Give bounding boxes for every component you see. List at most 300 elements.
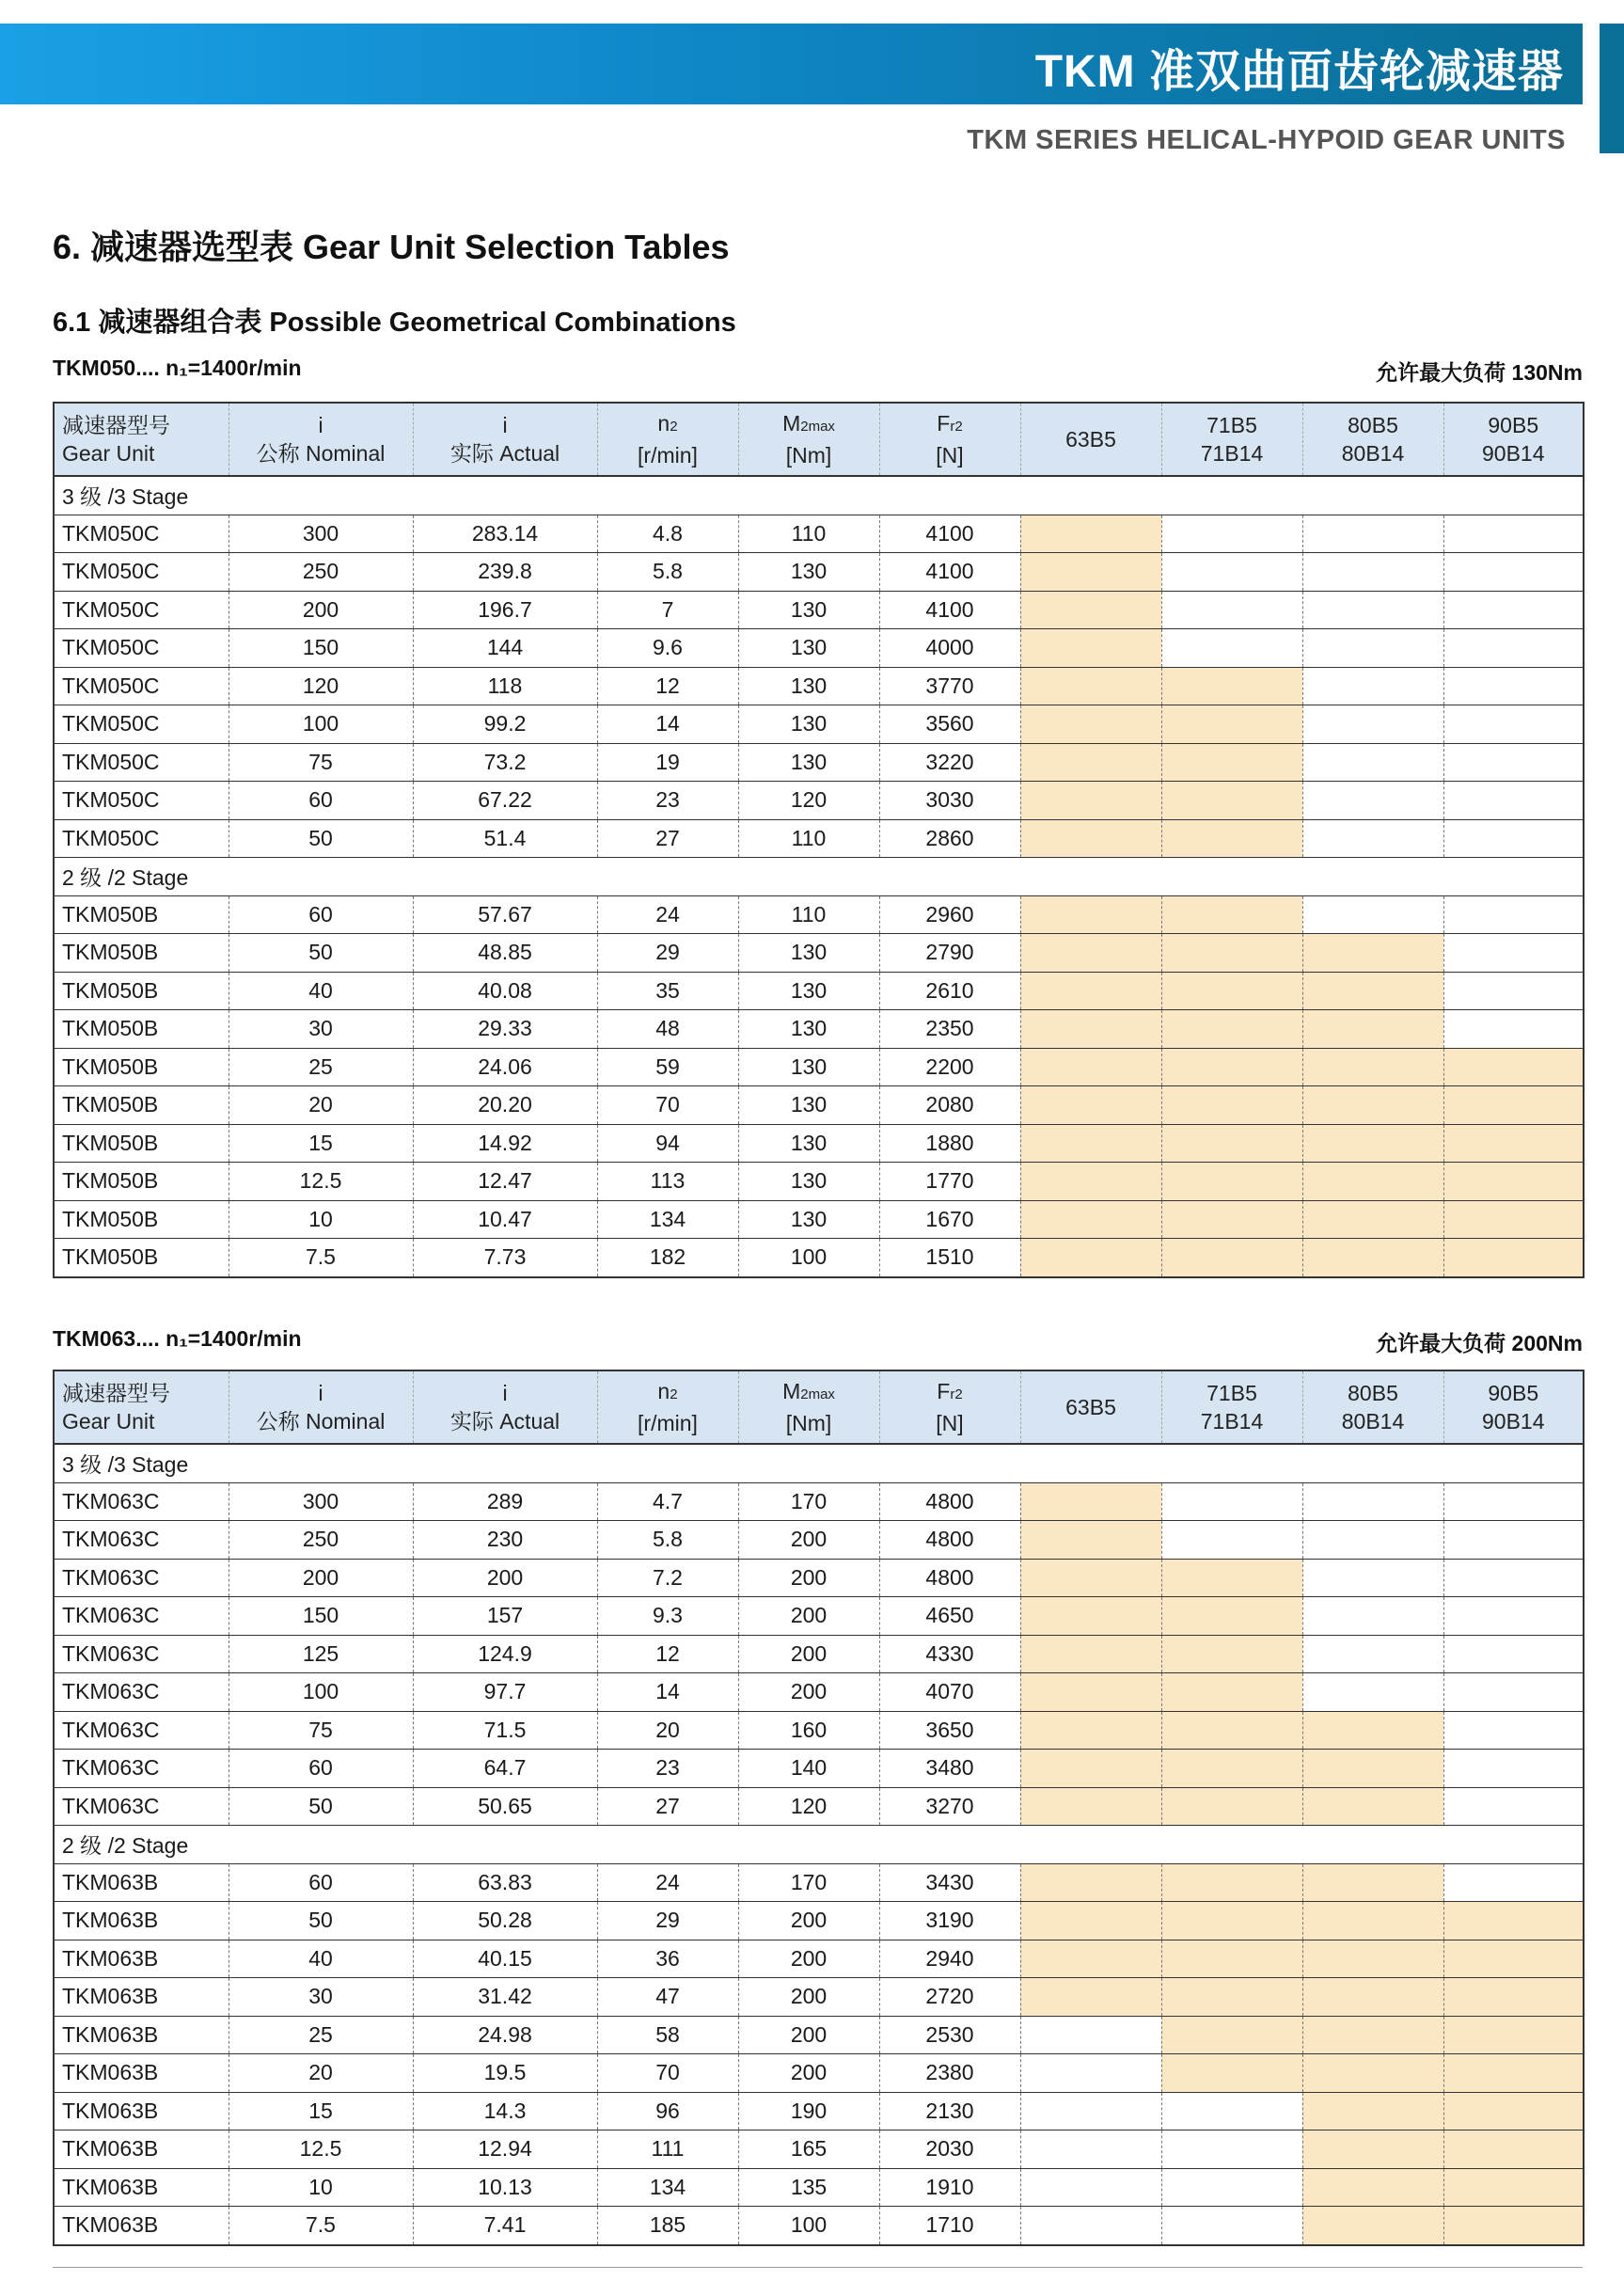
motor-empty-cell xyxy=(1443,934,1584,973)
gear-unit-cell: TKM063C xyxy=(54,1635,229,1673)
stage-label: 2 级 /2 Stage xyxy=(54,1826,1584,1864)
motor-available-cell xyxy=(1161,743,1302,782)
i-nominal-cell: 75 xyxy=(229,1711,413,1750)
motor-available-cell xyxy=(1302,1750,1443,1788)
table-row xyxy=(54,629,1584,668)
motor-empty-cell xyxy=(1161,2168,1302,2207)
motor-available-cell xyxy=(1161,1940,1302,1978)
col-m2max: M2max [Nm] xyxy=(738,1370,879,1444)
n2-cell: 9.3 xyxy=(597,1597,738,1636)
i-actual-cell: 14.92 xyxy=(413,1124,597,1163)
m2max-cell: 170 xyxy=(738,1482,879,1521)
fr2-cell: 2030 xyxy=(879,2131,1020,2169)
col-motor-63b5: 63B5 xyxy=(1020,403,1161,476)
i-actual-cell: 97.7 xyxy=(413,1673,597,1712)
m2max-cell: 165 xyxy=(738,2131,879,2169)
col-i-actual: i 实际 Actual xyxy=(413,1370,597,1444)
fr2-cell: 2940 xyxy=(879,1940,1020,1978)
motor-empty-cell xyxy=(1020,2016,1161,2054)
motor-empty-cell xyxy=(1302,743,1443,782)
gear-unit-cell: TKM050C xyxy=(54,667,229,705)
fr2-cell: 4330 xyxy=(879,1635,1020,1673)
motor-available-cell xyxy=(1020,591,1161,629)
gear-unit-cell: TKM063C xyxy=(54,1559,229,1597)
n2-cell: 47 xyxy=(597,1978,738,2017)
motor-available-cell xyxy=(1161,819,1302,858)
i-actual-cell: 10.13 xyxy=(413,2168,597,2207)
table-row xyxy=(54,1711,1584,1750)
i-actual-cell: 14.3 xyxy=(413,2092,597,2131)
gear-unit-cell: TKM050B xyxy=(54,1124,229,1163)
n2-cell: 19 xyxy=(597,743,738,782)
m2max-cell: 120 xyxy=(738,1787,879,1826)
motor-available-cell xyxy=(1020,819,1161,858)
section-title: 6. 减速器选型表 Gear Unit Selection Tables xyxy=(53,228,730,266)
i-actual-cell: 157 xyxy=(413,1597,597,1636)
motor-available-cell xyxy=(1302,1978,1443,2017)
n2-cell: 7.2 xyxy=(597,1559,738,1597)
stage-row xyxy=(54,858,1584,896)
motor-available-cell xyxy=(1302,1086,1443,1125)
stage-row xyxy=(54,1826,1584,1864)
n2-cell: 70 xyxy=(597,1086,738,1125)
n2-cell: 4.7 xyxy=(597,1482,738,1521)
gear-unit-cell: TKM050C xyxy=(54,705,229,744)
gear-unit-cell: TKM050B xyxy=(54,1048,229,1086)
fr2-cell: 2610 xyxy=(879,972,1020,1010)
fr2-cell: 3030 xyxy=(879,782,1020,820)
col-motor-90: 90B5 90B14 xyxy=(1443,403,1584,476)
n2-cell: 12 xyxy=(597,667,738,705)
i-nominal-cell: 50 xyxy=(229,1902,413,1940)
gear-unit-cell: TKM063B xyxy=(54,1902,229,1940)
m2max-cell: 190 xyxy=(738,2092,879,2131)
fr2-cell: 2130 xyxy=(879,2092,1020,2131)
i-actual-cell: 118 xyxy=(413,667,597,705)
i-nominal-cell: 300 xyxy=(229,515,413,553)
m2max-cell: 200 xyxy=(738,1940,879,1978)
footer-divider xyxy=(53,2267,1583,2268)
motor-available-cell xyxy=(1020,1086,1161,1125)
fr2-cell: 1510 xyxy=(879,1239,1020,1277)
motor-empty-cell xyxy=(1161,2092,1302,2131)
motor-available-cell xyxy=(1302,2054,1443,2093)
motor-available-cell xyxy=(1302,2131,1443,2169)
col-motor-80: 80B5 80B14 xyxy=(1302,1370,1443,1444)
n2-cell: 5.8 xyxy=(597,1521,738,1560)
motor-available-cell xyxy=(1020,1200,1161,1239)
table-row xyxy=(54,1597,1584,1636)
motor-empty-cell xyxy=(1161,1521,1302,1560)
i-actual-cell: 40.08 xyxy=(413,972,597,1010)
motor-available-cell xyxy=(1020,1863,1161,1902)
motor-available-cell xyxy=(1302,972,1443,1010)
motor-empty-cell xyxy=(1443,743,1584,782)
fr2-cell: 3650 xyxy=(879,1711,1020,1750)
i-actual-cell: 24.06 xyxy=(413,1048,597,1086)
motor-empty-cell xyxy=(1161,629,1302,668)
col-n2: n2 [r/min] xyxy=(597,1370,738,1444)
fr2-cell: 4100 xyxy=(879,515,1020,553)
gear-unit-cell: TKM050C xyxy=(54,629,229,668)
gear-unit-cell: TKM063C xyxy=(54,1673,229,1712)
motor-empty-cell xyxy=(1020,2092,1161,2131)
motor-available-cell xyxy=(1020,1597,1161,1636)
i-nominal-cell: 60 xyxy=(229,1750,413,1788)
motor-available-cell xyxy=(1161,934,1302,973)
motor-available-cell xyxy=(1161,1750,1302,1788)
motor-available-cell xyxy=(1302,1239,1443,1277)
table-row xyxy=(54,1978,1584,2017)
fr2-cell: 3270 xyxy=(879,1787,1020,1826)
fr2-cell: 1670 xyxy=(879,1200,1020,1239)
i-nominal-cell: 20 xyxy=(229,1086,413,1125)
i-actual-cell: 67.22 xyxy=(413,782,597,820)
i-nominal-cell: 200 xyxy=(229,1559,413,1597)
motor-empty-cell xyxy=(1443,895,1584,934)
table-row xyxy=(54,743,1584,782)
gear-unit-cell: TKM063B xyxy=(54,2092,229,2131)
n2-cell: 20 xyxy=(597,1711,738,1750)
gear-unit-cell: TKM050C xyxy=(54,743,229,782)
n2-cell: 58 xyxy=(597,2016,738,2054)
i-nominal-cell: 300 xyxy=(229,1482,413,1521)
table-row xyxy=(54,2207,1584,2245)
table1-max-load-label: 允许最大负荷 130Nm xyxy=(1376,360,1583,385)
fr2-cell: 3430 xyxy=(879,1863,1020,1902)
motor-available-cell xyxy=(1161,1124,1302,1163)
col-n2: n2 [r/min] xyxy=(597,403,738,476)
motor-empty-cell xyxy=(1443,1673,1584,1712)
i-actual-cell: 31.42 xyxy=(413,1978,597,2017)
i-actual-cell: 63.83 xyxy=(413,1863,597,1902)
table-row xyxy=(54,934,1584,973)
fr2-cell: 4650 xyxy=(879,1597,1020,1636)
gear-unit-cell: TKM050B xyxy=(54,1163,229,1201)
fr2-cell: 4800 xyxy=(879,1559,1020,1597)
m2max-cell: 200 xyxy=(738,1978,879,2017)
fr2-cell: 4070 xyxy=(879,1673,1020,1712)
m2max-cell: 130 xyxy=(738,743,879,782)
m2max-cell: 110 xyxy=(738,515,879,553)
motor-available-cell xyxy=(1020,1163,1161,1201)
motor-empty-cell xyxy=(1443,972,1584,1010)
selection-table-tkm050 xyxy=(53,402,1585,1278)
n2-cell: 14 xyxy=(597,705,738,744)
motor-available-cell xyxy=(1161,2016,1302,2054)
i-actual-cell: 196.7 xyxy=(413,591,597,629)
m2max-cell: 130 xyxy=(738,553,879,592)
m2max-cell: 130 xyxy=(738,667,879,705)
i-nominal-cell: 50 xyxy=(229,1787,413,1826)
table2-speed-label: TKM063.... n₁=1400r/min xyxy=(53,1326,302,1351)
table-row xyxy=(54,2054,1584,2093)
motor-available-cell xyxy=(1302,1124,1443,1163)
n2-cell: 48 xyxy=(597,1010,738,1049)
m2max-cell: 130 xyxy=(738,1163,879,1201)
i-nominal-cell: 100 xyxy=(229,705,413,744)
stage-label: 3 级 /3 Stage xyxy=(54,1444,1584,1482)
motor-available-cell xyxy=(1020,1521,1161,1560)
m2max-cell: 130 xyxy=(738,1200,879,1239)
motor-available-cell xyxy=(1161,2054,1302,2093)
table-row xyxy=(54,1482,1584,1521)
fr2-cell: 4800 xyxy=(879,1521,1020,1560)
n2-cell: 24 xyxy=(597,895,738,934)
i-nominal-cell: 150 xyxy=(229,629,413,668)
motor-empty-cell xyxy=(1443,1787,1584,1826)
motor-available-cell xyxy=(1020,1978,1161,2017)
table-row xyxy=(54,1559,1584,1597)
col-i-actual: i 实际 Actual xyxy=(413,403,597,476)
motor-available-cell xyxy=(1302,1010,1443,1049)
n2-cell: 23 xyxy=(597,1750,738,1788)
m2max-cell: 200 xyxy=(738,1902,879,1940)
gear-unit-cell: TKM050B xyxy=(54,895,229,934)
motor-available-cell xyxy=(1161,1711,1302,1750)
i-nominal-cell: 40 xyxy=(229,972,413,1010)
i-nominal-cell: 250 xyxy=(229,553,413,592)
motor-empty-cell xyxy=(1302,782,1443,820)
fr2-cell: 4100 xyxy=(879,591,1020,629)
motor-available-cell xyxy=(1161,1048,1302,1086)
side-tab xyxy=(1600,24,1624,153)
motor-empty-cell xyxy=(1443,1521,1584,1560)
motor-available-cell xyxy=(1302,1163,1443,1201)
i-nominal-cell: 100 xyxy=(229,1673,413,1712)
col-fr2: Fr2 [N] xyxy=(879,1370,1020,1444)
i-nominal-cell: 15 xyxy=(229,1124,413,1163)
n2-cell: 29 xyxy=(597,1902,738,1940)
motor-available-cell xyxy=(1161,1978,1302,2017)
motor-available-cell xyxy=(1443,1163,1584,1201)
motor-available-cell xyxy=(1161,705,1302,744)
col-fr2: Fr2 [N] xyxy=(879,403,1020,476)
i-nominal-cell: 120 xyxy=(229,667,413,705)
n2-cell: 111 xyxy=(597,2131,738,2169)
motor-empty-cell xyxy=(1302,1482,1443,1521)
i-nominal-cell: 50 xyxy=(229,819,413,858)
i-nominal-cell: 25 xyxy=(229,1048,413,1086)
motor-available-cell xyxy=(1020,1010,1161,1049)
stage-label: 2 级 /2 Stage xyxy=(54,858,1584,896)
n2-cell: 27 xyxy=(597,1787,738,1826)
motor-available-cell xyxy=(1161,1010,1302,1049)
i-nominal-cell: 20 xyxy=(229,2054,413,2093)
motor-available-cell xyxy=(1020,1239,1161,1277)
i-actual-cell: 7.41 xyxy=(413,2207,597,2245)
col-motor-80: 80B5 80B14 xyxy=(1302,403,1443,476)
table-row xyxy=(54,2016,1584,2054)
table-row xyxy=(54,1010,1584,1049)
selection-table-tkm063 xyxy=(53,1370,1585,2246)
gear-unit-cell: TKM063C xyxy=(54,1521,229,1560)
motor-empty-cell xyxy=(1302,1635,1443,1673)
motor-available-cell xyxy=(1443,1902,1584,1940)
i-nominal-cell: 30 xyxy=(229,1978,413,2017)
col-motor-63b5: 63B5 xyxy=(1020,1370,1161,1444)
stage-row xyxy=(54,1444,1584,1482)
col-motor-71: 71B5 71B14 xyxy=(1161,403,1302,476)
n2-cell: 24 xyxy=(597,1863,738,1902)
motor-available-cell xyxy=(1161,667,1302,705)
i-actual-cell: 10.47 xyxy=(413,1200,597,1239)
i-nominal-cell: 10 xyxy=(229,1200,413,1239)
motor-available-cell xyxy=(1161,1200,1302,1239)
motor-empty-cell xyxy=(1302,629,1443,668)
i-actual-cell: 230 xyxy=(413,1521,597,1560)
gear-unit-cell: TKM050C xyxy=(54,591,229,629)
m2max-cell: 140 xyxy=(738,1750,879,1788)
i-nominal-cell: 12.5 xyxy=(229,1163,413,1201)
i-actual-cell: 12.47 xyxy=(413,1163,597,1201)
motor-empty-cell xyxy=(1302,1521,1443,1560)
motor-available-cell xyxy=(1020,1750,1161,1788)
i-actual-cell: 57.67 xyxy=(413,895,597,934)
motor-available-cell xyxy=(1020,667,1161,705)
gear-unit-cell: TKM063B xyxy=(54,2016,229,2054)
table-row xyxy=(54,1902,1584,1940)
m2max-cell: 110 xyxy=(738,819,879,858)
gear-unit-cell: TKM063C xyxy=(54,1711,229,1750)
motor-empty-cell xyxy=(1443,1597,1584,1636)
motor-available-cell xyxy=(1020,1124,1161,1163)
i-actual-cell: 29.33 xyxy=(413,1010,597,1049)
motor-available-cell xyxy=(1020,629,1161,668)
table-row xyxy=(54,1086,1584,1125)
n2-cell: 134 xyxy=(597,2168,738,2207)
motor-available-cell xyxy=(1161,1863,1302,1902)
col-motor-71: 71B5 71B14 xyxy=(1161,1370,1302,1444)
gear-unit-cell: TKM050C xyxy=(54,553,229,592)
fr2-cell: 1880 xyxy=(879,1124,1020,1163)
table-row xyxy=(54,1239,1584,1277)
m2max-cell: 130 xyxy=(738,1124,879,1163)
motor-available-cell xyxy=(1020,1902,1161,1940)
col-gear-unit: 减速器型号 Gear Unit xyxy=(54,403,229,476)
gear-unit-cell: TKM063C xyxy=(54,1787,229,1826)
table-row xyxy=(54,1048,1584,1086)
n2-cell: 27 xyxy=(597,819,738,858)
gear-unit-cell: TKM050C xyxy=(54,515,229,553)
m2max-cell: 130 xyxy=(738,934,879,973)
fr2-cell: 2200 xyxy=(879,1048,1020,1086)
n2-cell: 70 xyxy=(597,2054,738,2093)
gear-unit-cell: TKM050B xyxy=(54,1086,229,1125)
banner-subtitle: TKM SERIES HELICAL-HYPOID GEAR UNITS xyxy=(967,125,1566,155)
table-row xyxy=(54,1521,1584,1560)
i-nominal-cell: 150 xyxy=(229,1597,413,1636)
col-motor-90: 90B5 90B14 xyxy=(1443,1370,1584,1444)
motor-empty-cell xyxy=(1443,1559,1584,1597)
gear-unit-cell: TKM063B xyxy=(54,2131,229,2169)
motor-empty-cell xyxy=(1020,2054,1161,2093)
gear-unit-cell: TKM050C xyxy=(54,819,229,858)
motor-available-cell xyxy=(1302,1940,1443,1978)
motor-empty-cell xyxy=(1161,2131,1302,2169)
i-nominal-cell: 30 xyxy=(229,1010,413,1049)
table-row xyxy=(54,1635,1584,1673)
motor-available-cell xyxy=(1443,1048,1584,1086)
motor-available-cell xyxy=(1443,1239,1584,1277)
motor-empty-cell xyxy=(1443,515,1584,553)
motor-empty-cell xyxy=(1302,553,1443,592)
motor-empty-cell xyxy=(1302,705,1443,744)
motor-available-cell xyxy=(1020,553,1161,592)
motor-available-cell xyxy=(1161,1673,1302,1712)
m2max-cell: 200 xyxy=(738,1521,879,1560)
m2max-cell: 130 xyxy=(738,1086,879,1125)
motor-empty-cell xyxy=(1161,2207,1302,2245)
motor-available-cell xyxy=(1161,782,1302,820)
gear-unit-cell: TKM063C xyxy=(54,1597,229,1636)
gear-unit-cell: TKM063B xyxy=(54,1863,229,1902)
n2-cell: 14 xyxy=(597,1673,738,1712)
motor-empty-cell xyxy=(1443,1863,1584,1902)
m2max-cell: 200 xyxy=(738,1597,879,1636)
fr2-cell: 3770 xyxy=(879,667,1020,705)
motor-available-cell xyxy=(1020,743,1161,782)
m2max-cell: 130 xyxy=(738,629,879,668)
motor-available-cell xyxy=(1020,782,1161,820)
motor-empty-cell xyxy=(1443,819,1584,858)
motor-empty-cell xyxy=(1302,1559,1443,1597)
m2max-cell: 200 xyxy=(738,1559,879,1597)
gear-unit-cell: TKM063B xyxy=(54,2168,229,2207)
m2max-cell: 130 xyxy=(738,1010,879,1049)
motor-available-cell xyxy=(1020,1048,1161,1086)
fr2-cell: 2720 xyxy=(879,1978,1020,2017)
gear-unit-cell: TKM063B xyxy=(54,1978,229,2017)
i-actual-cell: 19.5 xyxy=(413,2054,597,2093)
n2-cell: 185 xyxy=(597,2207,738,2245)
table-row xyxy=(54,895,1584,934)
gear-unit-cell: TKM063B xyxy=(54,2207,229,2245)
motor-empty-cell xyxy=(1161,515,1302,553)
motor-available-cell xyxy=(1161,1787,1302,1826)
table-row xyxy=(54,1940,1584,1978)
i-nominal-cell: 125 xyxy=(229,1635,413,1673)
i-nominal-cell: 60 xyxy=(229,782,413,820)
motor-available-cell xyxy=(1302,1787,1443,1826)
i-actual-cell: 48.85 xyxy=(413,934,597,973)
motor-available-cell xyxy=(1443,1086,1584,1125)
table-row xyxy=(54,2168,1584,2207)
col-m2max: M2max [Nm] xyxy=(738,403,879,476)
fr2-cell: 3560 xyxy=(879,705,1020,744)
i-nominal-cell: 25 xyxy=(229,2016,413,2054)
n2-cell: 36 xyxy=(597,1940,738,1978)
table-row xyxy=(54,1750,1584,1788)
i-nominal-cell: 60 xyxy=(229,895,413,934)
table-row xyxy=(54,515,1584,553)
n2-cell: 23 xyxy=(597,782,738,820)
m2max-cell: 130 xyxy=(738,705,879,744)
fr2-cell: 4100 xyxy=(879,553,1020,592)
i-nominal-cell: 10 xyxy=(229,2168,413,2207)
fr2-cell: 2350 xyxy=(879,1010,1020,1049)
n2-cell: 35 xyxy=(597,972,738,1010)
motor-empty-cell xyxy=(1443,553,1584,592)
motor-empty-cell xyxy=(1161,591,1302,629)
fr2-cell: 3220 xyxy=(879,743,1020,782)
motor-available-cell xyxy=(1020,705,1161,744)
fr2-cell: 1770 xyxy=(879,1163,1020,1201)
motor-available-cell xyxy=(1161,1239,1302,1277)
motor-empty-cell xyxy=(1443,1010,1584,1049)
motor-available-cell xyxy=(1302,1200,1443,1239)
motor-available-cell xyxy=(1161,972,1302,1010)
